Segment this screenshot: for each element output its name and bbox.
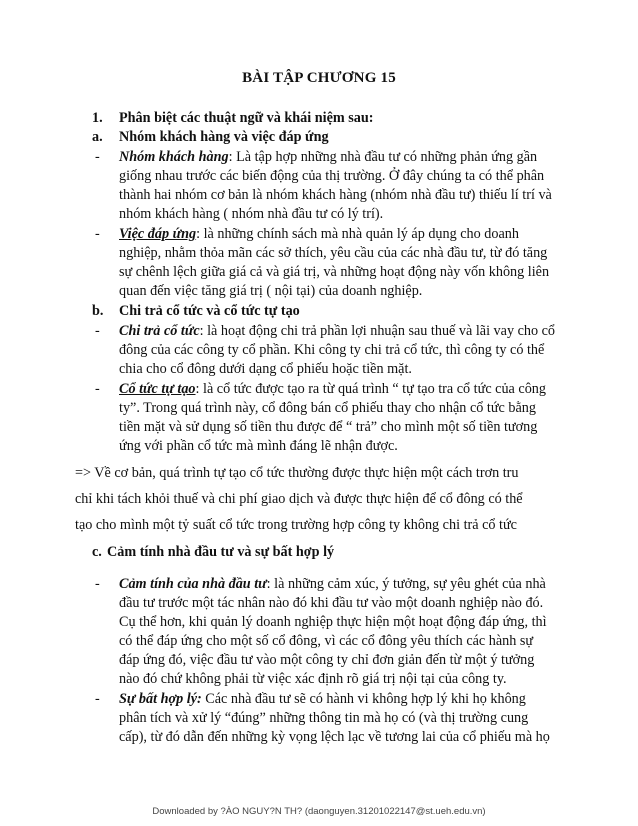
question-heading: Phân biệt các thuật ngữ và khái niệm sau: (119, 110, 374, 126)
definition-line: nhóm khách hàng ( nhóm nhà đầu tư có lý trí). (119, 206, 384, 222)
definition-line: đông của các công ty cổ phần. Khi công ty chi trả cổ tức, thì công ty có thể (119, 342, 545, 358)
definition-line: có thể đáp ứng cho một số cổ đông, vì các cổ đông yêu thích các hành sự (119, 633, 534, 649)
definition-text: : là những chính sách mà nhà quản lý áp dụng cho doanh (196, 226, 519, 242)
definition-line: đầu tư trước một tác nhân nào đó khi đầu tư vào một doanh nghiệp nào đó. (119, 595, 544, 611)
term-dividend-payout: Chi trả cổ tức (119, 323, 200, 339)
term-customer-group: Nhóm khách hàng (119, 149, 229, 165)
definition-line: tiền mặt và sử dụng số tiền thu được để “ trả” cho mình một số tiền tương (119, 419, 538, 435)
conclusion-line: chỉ khi tách khỏi thuế và chi phí giao dịch và được thực hiện để cổ đông có thể (75, 491, 523, 507)
definition-line (119, 575, 546, 593)
bullet-dash: - (95, 226, 100, 242)
document-title: BÀI TẬP CHƯƠNG 15 (242, 70, 396, 86)
term-irrationality: Sự bất hợp lý: (119, 691, 202, 707)
section-c-heading: Cảm tính nhà đầu tư và sự bất hợp lý (107, 544, 335, 560)
section-b-heading: Chi trả cổ tức và cổ tức tự tạo (119, 303, 300, 319)
question-number: 1. (92, 110, 103, 126)
bullet-dash: - (95, 323, 100, 339)
definition-line (119, 225, 519, 243)
definition-line: sự chênh lệch giữa giá cả và giá trị, và những hoạt động này vốn không liên (119, 264, 550, 280)
definition-text: : là cổ tức được tạo ra từ quá trình “ tự tạo tra cổ tức của công (195, 381, 546, 397)
definition-line: giống nhau trước các biến động của thị trường. Ở đây chúng ta có thể phân (119, 168, 545, 184)
definition-line: thành hai nhóm cơ bản là nhóm khách hàng (nhóm nhà đầu tư) thiếu lí trí và (119, 187, 552, 203)
conclusion-line: => Về cơ bản, quá trình tự tạo cổ tức thường được thực hiện một cách trơn tru (75, 465, 519, 481)
section-a-marker: a. (92, 129, 103, 145)
definition-line: cấp), từ đó dẫn đến những kỳ vọng lệch lạc về tương lai của cổ phiếu mà họ (119, 729, 550, 745)
conclusion-line: tạo cho mình một tỷ suất cổ tức trong trường hợp công ty không chi trả cổ tức (75, 517, 517, 533)
bullet-dash: - (95, 149, 100, 165)
section-c-marker: c. (92, 544, 102, 560)
section-a-heading: Nhóm khách hàng và việc đáp ứng (119, 129, 329, 145)
bullet-dash: - (95, 576, 100, 592)
definition-text: : là hoạt động chi trả phần lợi nhuận sau thuế và lãi vay cho cổ (199, 323, 556, 339)
definition-line: chia cho cổ đông dưới dạng cổ phiếu hoặc tiền mặt. (119, 361, 412, 377)
definition-line (119, 148, 537, 166)
definition-text: : là những cảm xúc, ý tưởng, sự yêu ghét của nhà (266, 576, 546, 592)
definition-line: quan đến việc tăng giá trị ( nội tại) của doanh nghiệp. (119, 283, 423, 299)
definition-line: phân tích và xử lý “đúng” những thông tin mà họ có (và thị trường cung (119, 710, 529, 726)
definition-line: ty”. Trong quá trình này, cổ đông bán cổ phiếu thay cho nhận cổ tức bằng (119, 400, 536, 416)
definition-line: nghiệp, nhằm thỏa mãn các sở thích, yêu cầu của các nhà đầu tư, từ đó tăng (119, 245, 548, 261)
definition-line (119, 380, 546, 398)
bullet-dash: - (95, 381, 100, 397)
definition-line: Cụ thể hơn, khi quản lý doanh nghiệp thực hiện một hoạt động đáp ứng, thì (119, 614, 547, 630)
download-footer: Downloaded by ?ÀO NGUY?N TH? (daonguyen.31201022147@st.ueh.edu.vn) (152, 806, 486, 817)
definition-line: ứng với phần cổ tức mà mình đáng lẽ nhận được. (119, 438, 398, 454)
definition-line (119, 322, 555, 340)
definition-line: nào đó chứ không phải từ việc xác định rõ giá trị nội tại của công ty. (119, 671, 507, 687)
definition-line (119, 690, 526, 708)
term-catering: Việc đáp ứng (119, 226, 197, 242)
definition-text: : Là tập hợp những nhà đầu tư có những phản ứng gần (228, 149, 538, 165)
term-homemade-dividend: Cổ tức tự tạo (119, 381, 196, 397)
definition-line: đáp ứng đó, việc đầu tư vào một công ty chỉ đơn giản đến từ một ý tưởng (119, 652, 535, 668)
section-b-marker: b. (92, 303, 104, 319)
definition-text: Các nhà đầu tư sẽ có hành vi không hợp lý khi họ không (201, 691, 526, 707)
term-investor-sentiment: Cảm tính của nhà đầu tư (119, 576, 267, 592)
bullet-dash: - (95, 691, 100, 707)
